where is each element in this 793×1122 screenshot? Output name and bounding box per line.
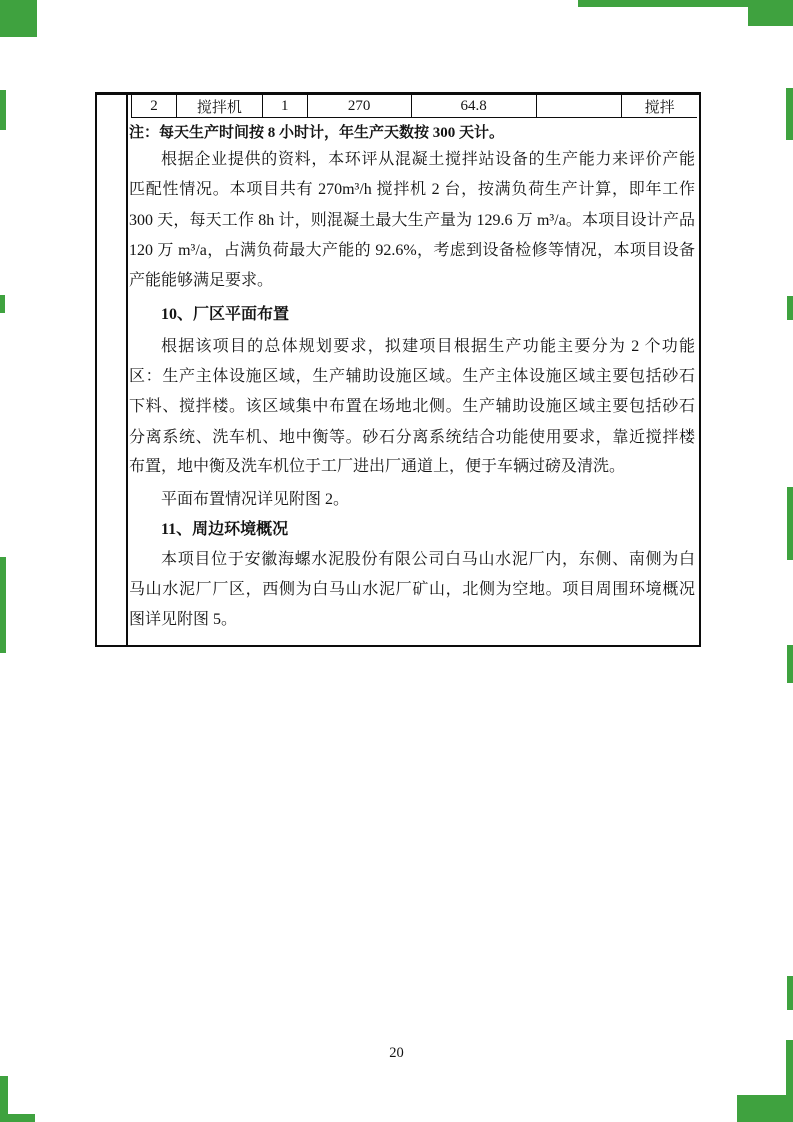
equipment-cell-index: 2 bbox=[132, 95, 177, 117]
table-right-border bbox=[699, 92, 701, 647]
equipment-cell-name: 搅拌机 bbox=[177, 95, 263, 117]
body-line: 根据该项目的总体规划要求，拟建项目根据生产功能主要分为 2 个功能 bbox=[161, 338, 695, 355]
body-line: 分离系统、洗车机、地中衡等。砂石分离系统结合功能使用要求，靠近搅拌楼 bbox=[129, 429, 695, 446]
table-note: 注：每天生产时间按 8 小时计，年生产天数按 300 天计。 bbox=[129, 125, 505, 141]
equipment-cell-empty bbox=[537, 95, 623, 117]
body-line: 区：生产主体设施区域，生产辅助设施区域。生产主体设施区域主要包括砂石 bbox=[129, 368, 695, 385]
body-line: 本项目位于安徽海螺水泥股份有限公司白马山水泥厂内，东侧、南侧为白 bbox=[161, 551, 695, 568]
equipment-table-row bbox=[131, 95, 697, 118]
green-edge-mark bbox=[787, 976, 793, 1010]
body-line: 马山水泥厂厂区，西侧为白马山水泥厂矿山，北侧为空地。项目周围环境概况 bbox=[129, 581, 695, 598]
table-bottom-border bbox=[95, 645, 701, 647]
green-edge-mark bbox=[787, 487, 793, 560]
page-number: 20 bbox=[389, 1045, 404, 1061]
body-line: 产能能够满足要求。 bbox=[129, 272, 274, 289]
body-line: 图详见附图 5。 bbox=[129, 611, 238, 628]
green-edge-mark bbox=[748, 0, 793, 26]
green-edge-mark bbox=[737, 1095, 793, 1122]
green-edge-mark bbox=[787, 296, 793, 320]
body-line: 300 天，每天工作 8h 计，则混凝土最大生产量为 129.6 万 m³/a。本项目设计产品 bbox=[129, 212, 695, 229]
equipment-cell-use: 搅拌 bbox=[644, 99, 675, 116]
green-edge-mark bbox=[787, 645, 793, 683]
green-edge-mark bbox=[0, 90, 6, 130]
table-label-column-divider bbox=[126, 92, 128, 647]
equipment-cell-power: 64.8 bbox=[412, 95, 537, 117]
body-line: 匹配性情况。本项目共有 270m³/h 搅拌机 2 台，按满负荷生产计算，即年工作 bbox=[129, 181, 695, 198]
green-edge-mark bbox=[0, 1114, 35, 1122]
green-edge-mark bbox=[0, 295, 5, 313]
green-edge-mark bbox=[786, 88, 793, 140]
table-left-border bbox=[95, 92, 97, 647]
equipment-cell-quantity: 1 bbox=[263, 95, 308, 117]
body-line: 120 万 m³/a，占满负荷最大产能的 92.6%，考虑到设备检修等情况，本项目设备 bbox=[129, 242, 695, 259]
body-line: 下料、搅拌楼。该区域集中布置在场地北侧。生产辅助设施区域主要包括砂石 bbox=[129, 398, 695, 415]
body-line: 平面布置情况详见附图 2。 bbox=[161, 491, 350, 508]
body-line: 根据企业提供的资料，本环评从混凝土搅拌站设备的生产能力来评价产能 bbox=[161, 151, 695, 168]
green-edge-mark bbox=[0, 0, 37, 37]
section-heading-11: 11、周边环境概况 bbox=[161, 521, 289, 538]
green-edge-mark bbox=[0, 557, 6, 653]
body-line: 布置，地中衡及洗车机位于工厂进出厂通道上，便于车辆过磅及清洗。 bbox=[129, 458, 626, 475]
section-heading-10: 10、厂区平面布置 bbox=[161, 306, 290, 323]
equipment-cell-capacity: 270 bbox=[308, 95, 412, 117]
